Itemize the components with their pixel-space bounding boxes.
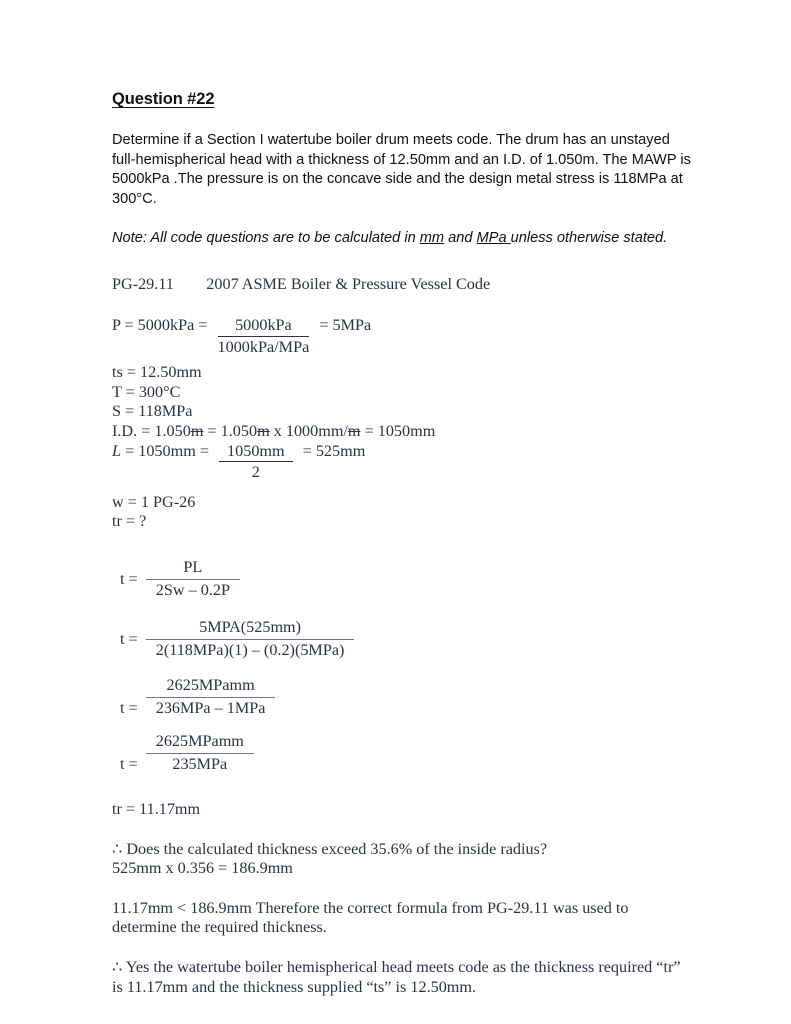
equation-symbolic bbox=[120, 558, 692, 600]
spacer bbox=[112, 938, 692, 958]
pressure-numerator: 5000kPa bbox=[218, 316, 310, 337]
id-cancel-unit-2: m bbox=[257, 422, 270, 441]
spacer bbox=[112, 820, 692, 840]
spacer bbox=[112, 294, 692, 316]
equation-label: t = bbox=[120, 699, 142, 718]
spacer bbox=[112, 483, 692, 493]
equation-numerator: 2625MPamm bbox=[146, 732, 254, 754]
spacer bbox=[112, 209, 692, 229]
equation-denominator: 236MPa – 1MPa bbox=[155, 698, 266, 717]
pressure-result: = 5MPa bbox=[315, 316, 372, 335]
given-stress: S = 118MPa bbox=[112, 402, 193, 421]
code-title: 2007 ASME Boiler & Pressure Vessel Code bbox=[206, 274, 491, 293]
equation-numerator: 2625MPamm bbox=[146, 676, 276, 698]
page-title: Question #22 bbox=[112, 90, 215, 108]
result-check-question: ∴ Does the calculated thickness exceed 35.6% of the inside radius? bbox=[112, 839, 548, 858]
note-unit-mpa: MPa bbox=[476, 230, 511, 246]
id-cancel-unit-1: m bbox=[190, 422, 204, 441]
length-numerator: 1050mm bbox=[219, 442, 293, 463]
spacer bbox=[112, 718, 692, 732]
result-tr: tr = 11.17mm bbox=[112, 800, 201, 819]
spacer bbox=[112, 532, 692, 558]
result-comparison: 11.17mm < 186.9mm Therefore the correct formula from PG-29.11 was used to determine the required thickness. bbox=[112, 898, 633, 937]
given-unknown-tr: tr = ? bbox=[112, 512, 147, 531]
result-conclusion: ∴ Yes the watertube boiler hemispherical head meets code as the thickness required “tr” is 11.17mm and the thickness supplied “ts” is 12.50mm. bbox=[112, 958, 685, 996]
equation-numerator: 5MPA(525mm) bbox=[146, 618, 355, 640]
equation-label: t = bbox=[120, 629, 142, 648]
given-temperature: T = 300°C bbox=[112, 382, 181, 401]
pressure-fraction bbox=[212, 316, 316, 357]
given-weld-efficiency: w = 1 PG-26 bbox=[112, 492, 196, 511]
equation-numerator: PL bbox=[146, 558, 240, 580]
document-content bbox=[112, 90, 692, 997]
id-mid: = 1.050 bbox=[203, 422, 258, 441]
given-ts: ts = 12.50mm bbox=[112, 363, 202, 382]
equation-fraction bbox=[146, 618, 355, 660]
length-fraction bbox=[213, 442, 299, 483]
equation-label: t = bbox=[120, 755, 142, 774]
intro-paragraph: Determine if a Section I watertube boiler drum meets code. The drum has an unstayed full-hemispherical head with a thickness of 12.50mm and an I.D. of 1.050m. The MAWP is 5000kPa .The pressure is on the concave side and the design metal stress is 118MPa at 300°C. bbox=[112, 132, 691, 207]
result-check-math: 525mm x 0.356 = 186.9mm bbox=[112, 859, 293, 878]
length-result: = 525mm bbox=[298, 441, 366, 460]
code-clause: PG-29.11 bbox=[112, 274, 174, 293]
spacer bbox=[112, 879, 692, 899]
equation-fraction bbox=[146, 676, 276, 718]
equation-simplified-2 bbox=[120, 732, 692, 774]
pressure-denominator: 1000kPa/MPa bbox=[217, 337, 310, 356]
spacer bbox=[112, 249, 692, 275]
spacer bbox=[112, 660, 692, 676]
id-lead: I.D. = 1.050 bbox=[112, 422, 191, 441]
length-lead: = 1050mm = bbox=[121, 441, 214, 460]
spacer bbox=[112, 774, 692, 800]
note-unit-mm: mm bbox=[419, 230, 445, 246]
equation-fraction bbox=[146, 558, 240, 600]
pressure-lead: P = 5000kPa = bbox=[112, 316, 212, 335]
equation-substituted bbox=[120, 618, 692, 660]
equation-denominator: 235MPa bbox=[172, 754, 228, 773]
given-length bbox=[112, 442, 692, 483]
length-denominator: 2 bbox=[251, 463, 260, 482]
note-mid: and bbox=[444, 230, 477, 246]
given-pressure bbox=[112, 316, 692, 357]
id-tail: = 1050mm bbox=[360, 422, 436, 441]
spacer bbox=[112, 600, 692, 618]
note-tail: unless otherwise stated. bbox=[510, 230, 668, 246]
note-paragraph bbox=[112, 229, 692, 249]
reference-gap bbox=[174, 275, 206, 293]
id-cancel-unit-3: m bbox=[347, 422, 361, 441]
equation-denominator: 2(118MPa)(1) – (0.2)(5MPa) bbox=[155, 640, 345, 659]
equation-simplified-1 bbox=[120, 676, 692, 718]
given-inside-diameter bbox=[112, 422, 692, 442]
equation-label: t = bbox=[120, 569, 142, 588]
spacer bbox=[112, 109, 692, 131]
length-symbol: L bbox=[112, 441, 122, 460]
code-reference bbox=[112, 275, 692, 295]
id-mid-2: x 1000mm/ bbox=[269, 422, 348, 441]
note-lead: Note: All code questions are to be calculated in bbox=[112, 230, 420, 246]
equation-fraction bbox=[146, 732, 254, 774]
equation-denominator: 2Sw – 0.2P bbox=[155, 580, 230, 599]
